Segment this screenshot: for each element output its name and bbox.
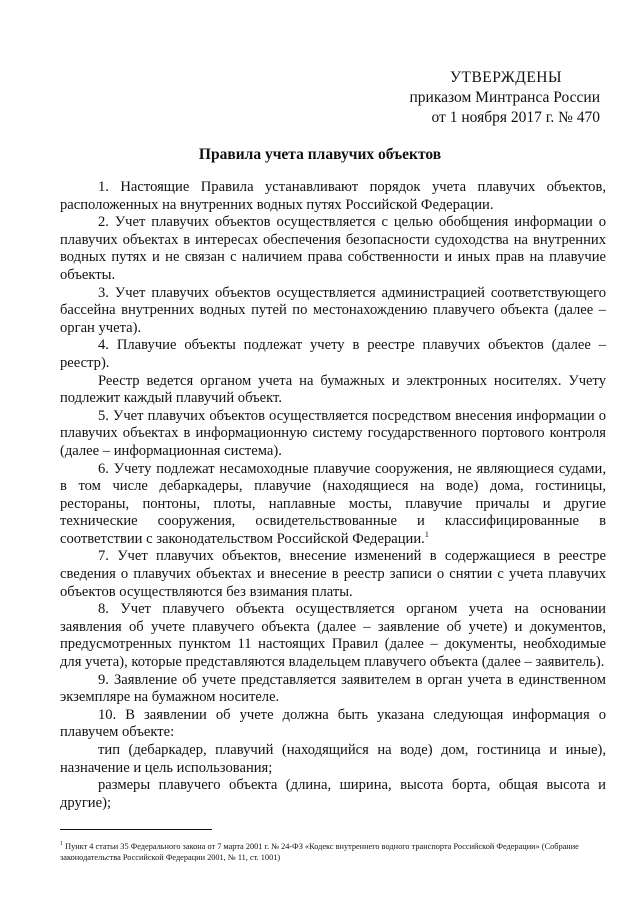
paragraph-1: 1. Настоящие Правила устанавливают порядок учета плавучих объектов, расположенных на внутренних водных путях Российской Федерации. [60,179,606,213]
approval-order: приказом Минтранса России [409,89,600,106]
approval-title: УТВЕРЖДЕНЫ [450,69,562,86]
footnote-text: Пункт 4 статьи 35 Федерального закона от 7 марта 2001 г. № 24-ФЗ «Кодекс внутреннего водного транспорта Российской Федерации» (Собрание законодательства Российской Федерации 2001, № 11, ст. 1001) [60,841,579,862]
paragraph-6-text: 6. Учету подлежат несамоходные плавучие сооружения, не являющиеся судами, в том числе дебаркадеры, плавучие (находящиеся на воде) дома, гостиницы, рестораны, понтоны, плоты, наплавные мосты, плавучие причалы и другие технические сооружения, освидетельствованные и классифицированные в соответствии с законодательством Российской Федерации. [60,460,606,547]
paragraph-10-size: размеры плавучего объекта (длина, ширина, высота борта, общая высота и другие); [60,777,606,811]
footnote-separator [60,829,212,830]
paragraph-2: 2. Учет плавучих объектов осуществляется с целью обобщения информации о плавучих объектах в интересах обеспечения безопасности судоходства на внутренних водных путях и не связан с наличием права собственности и иных прав на плавучие объекты. [60,214,606,283]
footnote-marker: 1 [60,841,63,847]
paragraph-5: 5. Учет плавучих объектов осуществляется посредством внесения информации о плавучих объектах в информационную систему государственного портового контроля (далее – информационная система). [60,407,606,459]
paragraph-3: 3. Учет плавучих объектов осуществляется администрацией соответствующего бассейна внутренних водных путей по местонахождению плавучего объекта (далее – орган учета). [60,284,606,336]
paragraph-4-registry: Реестр ведется органом учета на бумажных и электронных носителях. Учету подлежит каждый плавучий объект. [60,372,606,407]
footnote-reference[interactable]: 1 [424,530,429,540]
paragraph-10: 10. В заявлении об учете должна быть указана следующая информация о плавучем объекте: [60,706,606,741]
footnote [60,839,606,863]
paragraph-9: 9. Заявление об учете представляется заявителем в орган учета в единственном экземпляре на бумажном носителе. [60,671,606,706]
approval-date: от 1 ноября 2017 г. № 470 [431,109,600,126]
paragraph-8: 8. Учет плавучего объекта осуществляется органом учета на основании заявления об учете плавучего объекта (далее – заявление об учете) и документов, предусмотренных пунктом 11 настоящих Правил (далее – документы, необходимые для учета), которые представляются владельцем плавучего объекта (далее – заявитель). [60,601,606,671]
paragraph-10-type: тип (дебаркадер, плавучий (находящийся на воде) дом, гостиница и иные), назначение и цель использования; [60,742,606,776]
paragraph-4: 4. Плавучие объекты подлежат учету в реестре плавучих объектов (далее – реестр). [60,337,606,371]
document-title: Правила учета плавучих объектов [198,146,442,163]
paragraph-6 [60,461,606,549]
paragraph-7: 7. Учет плавучих объектов, внесение изменений в содержащиеся в реестре сведения о плавучих объектах и внесение в реестр записи о снятии с учета плавучих объектов осуществляются без взимания платы. [60,548,606,600]
document-body [60,179,606,812]
approval-stamp [410,68,601,128]
